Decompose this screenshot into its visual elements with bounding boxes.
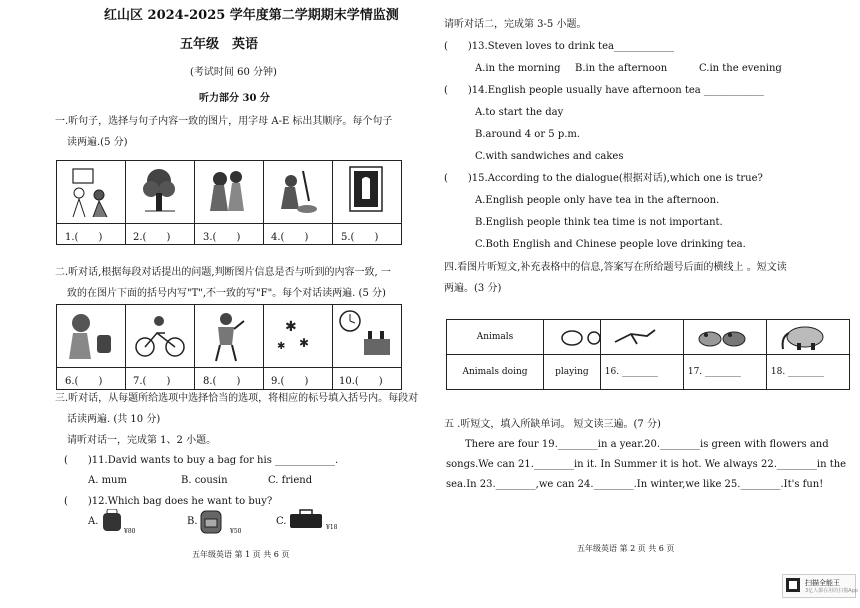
- q14-option-b[interactable]: B.around 4 or 5 p.m.: [475, 129, 581, 140]
- gardening-icon: [263, 161, 332, 221]
- time-note: (考试时间 60 分钟): [190, 67, 277, 78]
- q11-option-b[interactable]: B. cousin: [181, 475, 228, 486]
- animal-doing-1: playing: [544, 355, 601, 390]
- animal-picture-2: [600, 320, 683, 355]
- exam-page-2: [432, 0, 852, 608]
- q5-passage-line-2[interactable]: songs.We can 21.________in it. In Summer it is hot. We always 22.________in the: [446, 459, 847, 470]
- q2-answer-6[interactable]: 6.( ): [65, 376, 103, 387]
- animals-row: [447, 320, 850, 355]
- svg-text:✱: ✱: [299, 336, 310, 350]
- question-15: ( )15.According to the dialogue(根据对话),which one is true?: [444, 173, 763, 184]
- q13-option-c[interactable]: C.in the evening: [699, 63, 782, 74]
- q2-answer-7[interactable]: 7.( ): [133, 376, 171, 387]
- animals-doing-row: [447, 355, 850, 390]
- girl-schoolbag-icon: [57, 305, 125, 365]
- q12-option-a-letter[interactable]: A.: [88, 516, 99, 527]
- q12-price-c: ¥18: [326, 524, 338, 531]
- tree-icon: [125, 161, 194, 221]
- backpack-b-icon: [197, 507, 225, 535]
- q4-heading: 四.看图片听短文,补充表格中的信息,答案写在所给题号后面的横线上 。短文读: [444, 262, 787, 273]
- clock-and-cake-icon: [332, 305, 401, 365]
- dialog-1-instruction: 请听对话一，完成第 1、2 小题。: [67, 435, 217, 446]
- scanner-brand: 扫描全能王: [805, 579, 840, 587]
- q14-option-c[interactable]: C.with sandwiches and cakes: [475, 151, 624, 162]
- exam-title: 红山区 2024-2025 学年度第二学期期末学情监测: [104, 8, 399, 23]
- q1-heading: 一.听句子，选择与句子内容一致的图片，用字母 A-E 标出其顺序。每个句子: [55, 116, 393, 127]
- q12-price-a: ¥80: [124, 528, 136, 535]
- q2-answer-8[interactable]: 8.( ): [203, 376, 241, 387]
- animals-row-label: Animals: [447, 320, 544, 355]
- q13-option-a[interactable]: A.in the morning: [475, 63, 561, 74]
- answer-16[interactable]: 16. ________: [600, 355, 683, 390]
- q11-option-a[interactable]: A. mum: [88, 475, 127, 486]
- listening-heading: 听力部分 30 分: [199, 93, 270, 104]
- q3-heading-cont: 话读两遍. (共 10 分): [67, 414, 161, 425]
- q1-answer-1[interactable]: 1.( ): [65, 232, 103, 243]
- snowflakes-icon: [263, 305, 332, 365]
- q15-option-a[interactable]: A.English people only have tea in the afternoon.: [475, 195, 720, 206]
- svg-text:✱: ✱: [277, 341, 286, 352]
- girls-playing-icon: [194, 161, 263, 221]
- q3-heading: 三.听对话，从每题所给选项中选择恰当的选项，将相应的标号填入括号内。每段对: [55, 393, 419, 404]
- question-12: ( )12.Which bag does he want to buy?: [64, 496, 273, 507]
- grade-subject: 五年级 英语: [180, 37, 259, 52]
- boy-waving-icon: [194, 305, 263, 365]
- q2-answer-9[interactable]: 9.( ): [271, 376, 309, 387]
- q15-option-c[interactable]: C.Both English and Chinese people love drinking tea.: [475, 239, 746, 250]
- q2-picture-table: [56, 304, 402, 390]
- animals-doing-label: Animals doing: [447, 355, 544, 390]
- q5-heading: 五 .听短文，填入所缺单词。 短文读三遍。(7 分): [444, 419, 661, 430]
- page-2-footer: 五年级英语 第 2 页 共 6 页: [577, 544, 675, 553]
- scanner-watermark: [782, 574, 856, 598]
- backpack-a-icon: [100, 509, 126, 533]
- q11-option-c[interactable]: C. friend: [268, 475, 313, 486]
- animal-picture-3: [683, 320, 766, 355]
- page-1-footer: 五年级英语 第 1 页 共 6 页: [192, 550, 290, 559]
- bird-icon: [611, 326, 659, 348]
- question-13: ( )13.Steven loves to drink tea____________: [444, 41, 674, 52]
- q1-heading-cont: 读两遍.(5 分): [67, 137, 128, 148]
- animal-picture-4: [766, 320, 849, 355]
- exam-page-1: [0, 0, 420, 608]
- kids-reading-icon: [57, 161, 125, 221]
- q5-passage-line-3[interactable]: sea.In 23.________,we can 24.________.In winter,we like 25.________.It's fun!: [446, 479, 824, 490]
- q1-answer-2[interactable]: 2.( ): [133, 232, 171, 243]
- q12-option-c-letter[interactable]: C.: [276, 516, 287, 527]
- animals-table: [446, 319, 850, 390]
- q2-heading: 二.听对话,根据每段对话提出的问题,判断图片信息是否与听到的内容一致, 一: [55, 267, 391, 278]
- cat-icon: [558, 326, 606, 348]
- q13-option-b[interactable]: B.in the afternoon: [575, 63, 668, 74]
- q4-heading-cont: 两遍。(3 分): [444, 283, 502, 294]
- animal-picture-1: [544, 320, 601, 355]
- hand-sign-icon: [332, 161, 401, 221]
- scanner-subtitle: 3亿人都在用的扫描App: [805, 588, 858, 594]
- answer-18[interactable]: 18. ________: [766, 355, 849, 390]
- q1-divider: [57, 223, 401, 224]
- pandas-icon: [696, 326, 750, 348]
- q2-heading-cont: 致的在图片下面的括号内写"T",不一致的写"F"。每个对话读两遍. (5 分): [67, 288, 386, 299]
- q12-price-b: ¥50: [230, 528, 242, 535]
- handbag-c-icon: [288, 508, 324, 530]
- svg-text:✱: ✱: [285, 319, 297, 335]
- q5-passage-line-1[interactable]: There are four 19.________in a year.20.________is green with flowers and: [465, 439, 829, 450]
- answer-17[interactable]: 17. ________: [683, 355, 766, 390]
- q1-answer-5[interactable]: 5.( ): [341, 232, 379, 243]
- question-11: ( )11.David wants to buy a bag for his ____________.: [64, 455, 339, 466]
- q1-picture-table: [56, 160, 402, 245]
- q2-divider: [57, 367, 401, 368]
- scanner-logo-icon: [786, 578, 800, 592]
- q1-answer-3[interactable]: 3.( ): [203, 232, 241, 243]
- bicycle-icon: [125, 305, 194, 365]
- q15-option-b[interactable]: B.English people think tea time is not important.: [475, 217, 723, 228]
- q14-option-a[interactable]: A.to start the day: [475, 107, 564, 118]
- q2-answer-10[interactable]: 10.( ): [339, 376, 383, 387]
- elephant-icon: [775, 323, 833, 351]
- q12-option-b-letter[interactable]: B.: [187, 516, 198, 527]
- q1-answer-4[interactable]: 4.( ): [271, 232, 309, 243]
- dialog-2-instruction: 请听对话二，完成第 3-5 小题。: [444, 19, 587, 30]
- question-14: ( )14.English people usually have afternoon tea ____________: [444, 85, 764, 96]
